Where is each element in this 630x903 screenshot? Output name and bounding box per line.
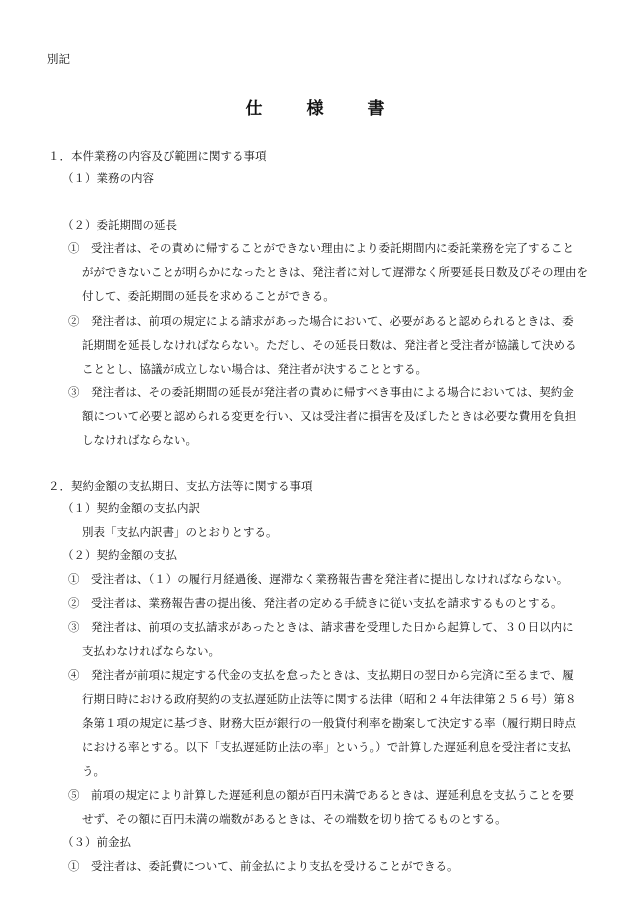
- section2-sub1-text: 別表「支払内訳書」のとおりとする。: [82, 525, 278, 539]
- section2-sub2: （２）契約金額の支払: [62, 548, 177, 562]
- title-char-3: 書: [367, 99, 385, 119]
- s1-p3-line2: 額について必要と認められる変更を行い、又は受注者に損害を及ぼしたときは必要な費用を負担: [82, 409, 577, 423]
- header-label: 別記: [47, 52, 70, 66]
- section1-sub2: （２）委託期間の延長: [62, 218, 177, 232]
- s1-p1-line1: ① 受注者は、その責めに帰することができない理由により委託期間内に委託業務を完了すること: [68, 241, 574, 255]
- s2-p4-line2: 行期日時における政府契約の支払遅延防止法等に関する法律（昭和２４年法律第２５６号）第８: [82, 692, 577, 706]
- section1-sub1: （１）業務の内容: [62, 171, 154, 185]
- section2-sub3: （３）前金払: [62, 835, 131, 849]
- section2-sub1: （１）契約金額の支払内訳: [62, 501, 200, 515]
- s1-p1-line3: 付して、委託期間の延長を求めることができる。: [82, 289, 335, 303]
- section1-heading: １．本件業務の内容及び範囲に関する事項: [48, 149, 267, 163]
- s2-p5-line1: ⑤ 前項の規定により計算した遅延利息の額が百円未満であるときは、遅延利息を支払うことを要: [68, 788, 574, 802]
- s2-p4-line3: 条第１項の規定に基づき、財務大臣が銀行の一般貸付利率を勘案して決定する率（履行期日時点: [82, 716, 577, 730]
- s2-p3-line1: ③ 発注者は、前項の支払請求があったときは、請求書を受理した日から起算して、３０日以内に: [68, 620, 574, 634]
- s2-p2-line1: ② 受注者は、業務報告書の提出後、発注者の定める手続きに従い支払を請求するものとする。: [68, 596, 563, 610]
- s1-p3-line1: ③ 発注者は、その委託期間の延長が発注者の責めに帰すべき事由による場合においては、契約金: [68, 385, 574, 399]
- s2-p6-line1: ① 受注者は、委託費について、前金払により支払を受けることができる。: [68, 859, 459, 873]
- s2-p4-line5: う。: [82, 764, 105, 778]
- s2-p1-line1: ① 受注者は、（１）の履行月経過後、遅滞なく業務報告書を発注者に提出しなければならない。: [68, 572, 569, 586]
- s2-p4-line1: ④ 発注者が前項に規定する代金の支払を怠ったときは、支払期日の翌日から完済に至るまで、履: [68, 668, 574, 682]
- page-title: [0, 94, 630, 119]
- s1-p2-line2: 託期間を延長しなければならない。ただし、その延長日数は、発注者と受注者が協議して決める: [82, 338, 577, 352]
- s2-p5-line2: せず、その額に百円未満の端数があるときは、その端数を切り捨てるものとする。: [82, 812, 507, 826]
- s1-p2-line3: こととし、協議が成立しない場合は、発注者が決することとする。: [82, 362, 427, 376]
- s1-p2-line1: ② 発注者は、前項の規定による請求があった場合において、必要があると認められるときは、委: [68, 314, 574, 328]
- title-char-2: 様: [306, 99, 324, 119]
- section2-heading: ２．契約金額の支払期日、支払方法等に関する事項: [48, 479, 313, 493]
- title-char-1: 仕: [245, 99, 263, 119]
- s2-p4-line4: における率とする。以下「支払遅延防止法の率」という。）で計算した遅延利息を受注者に支払: [82, 740, 571, 754]
- s1-p1-line2: がができないことが明らかになったときは、発注者に対して遅滞なく所要延長日数及びその理由を: [82, 265, 588, 279]
- s2-p3-line2: 支払わなければならない。: [82, 644, 220, 658]
- s1-p3-line3: しなければならない。: [82, 433, 197, 447]
